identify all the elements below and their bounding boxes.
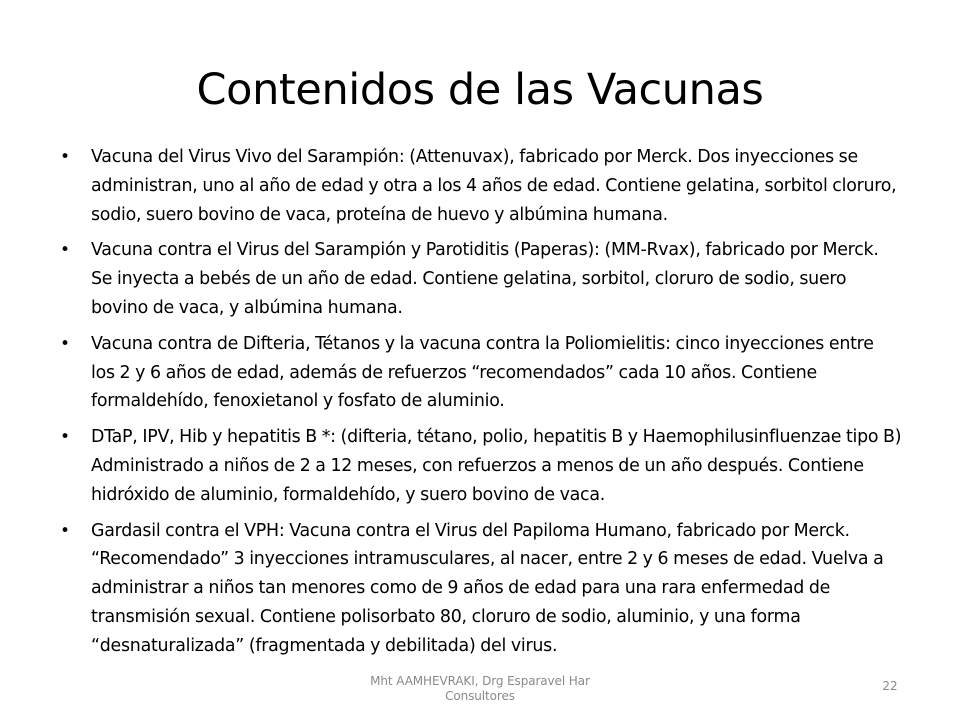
slide-title: Contenidos de las Vacunas: [196, 65, 764, 115]
slide-number: 22: [882, 679, 898, 693]
bullet-text: Vacuna del Virus Vivo del Sarampión: (Attenuvax), fabricado por Merck. Dos inyecciones se administran, uno al año de edad y otra a los 4 años de edad. Contiene gelatina, sorbitol cloruro, sodio, suero bovino de vaca, proteína de huevo y albúmina humana.: [91, 147, 897, 225]
bullet-text: Vacuna contra el Virus del Sarampión y Parotiditis (Paperas): (MM-Rvax), fabricado por Merck. Se inyecta a bebés de un año de edad. Contiene gelatina, sorbitol, cloruro de sodio, suero bovino de vaca, y albúmina humana.: [91, 240, 879, 318]
bullet-text: Gardasil contra el VPH: Vacuna contra el Virus del Papiloma Humano, fabricado por Merck. “Recomendado” 3 inyecciones intramusculares, al nacer, entre 2 y 6 meses de edad. Vuelva a administrar a niños tan menores como de 9 años de edad para una rara enfermedad de transmisión sexual. Contiene polisorbato 80, cloruro de sodio, aluminio, y una forma “desnaturalizada” (fragmentada y debilitada) del virus.: [91, 520, 884, 656]
bullet-list: [60, 143, 902, 668]
bullet-text: DTaP, IPV, Hib y hepatitis B *: (difteria, tétano, polio, hepatitis B y Haemophilusinfluenzae tipo B) Administrado a niños de 2 a 12 meses, con refuerzos a menos de un año después. Contiene hidróxido de aluminio, formaldehído, y suero bovino de vaca.: [91, 427, 902, 505]
bullet-item: [60, 517, 902, 661]
bullet-item: [60, 330, 902, 416]
bullet-icon: •: [60, 427, 70, 448]
bullet-text: Vacuna contra de Difteria, Tétanos y la vacuna contra la Poliomielitis: cinco inyecciones entre los 2 y 6 años de edad, además de refuerzos “recomendados” cada 10 años. Contiene formaldehído, fenoxietanol y fosfato de aluminio.: [91, 333, 874, 412]
bullet-icon: •: [60, 333, 70, 354]
bullet-icon: •: [60, 240, 70, 261]
bullet-icon: •: [60, 520, 70, 541]
bullet-item: [60, 143, 902, 229]
footer-text: Mht AAMHEVRAKI, Drg Esparavel Har Consultores: [370, 674, 590, 703]
bullet-item: [60, 236, 902, 322]
bullet-icon: •: [60, 147, 70, 167]
bullet-item: [60, 423, 902, 509]
